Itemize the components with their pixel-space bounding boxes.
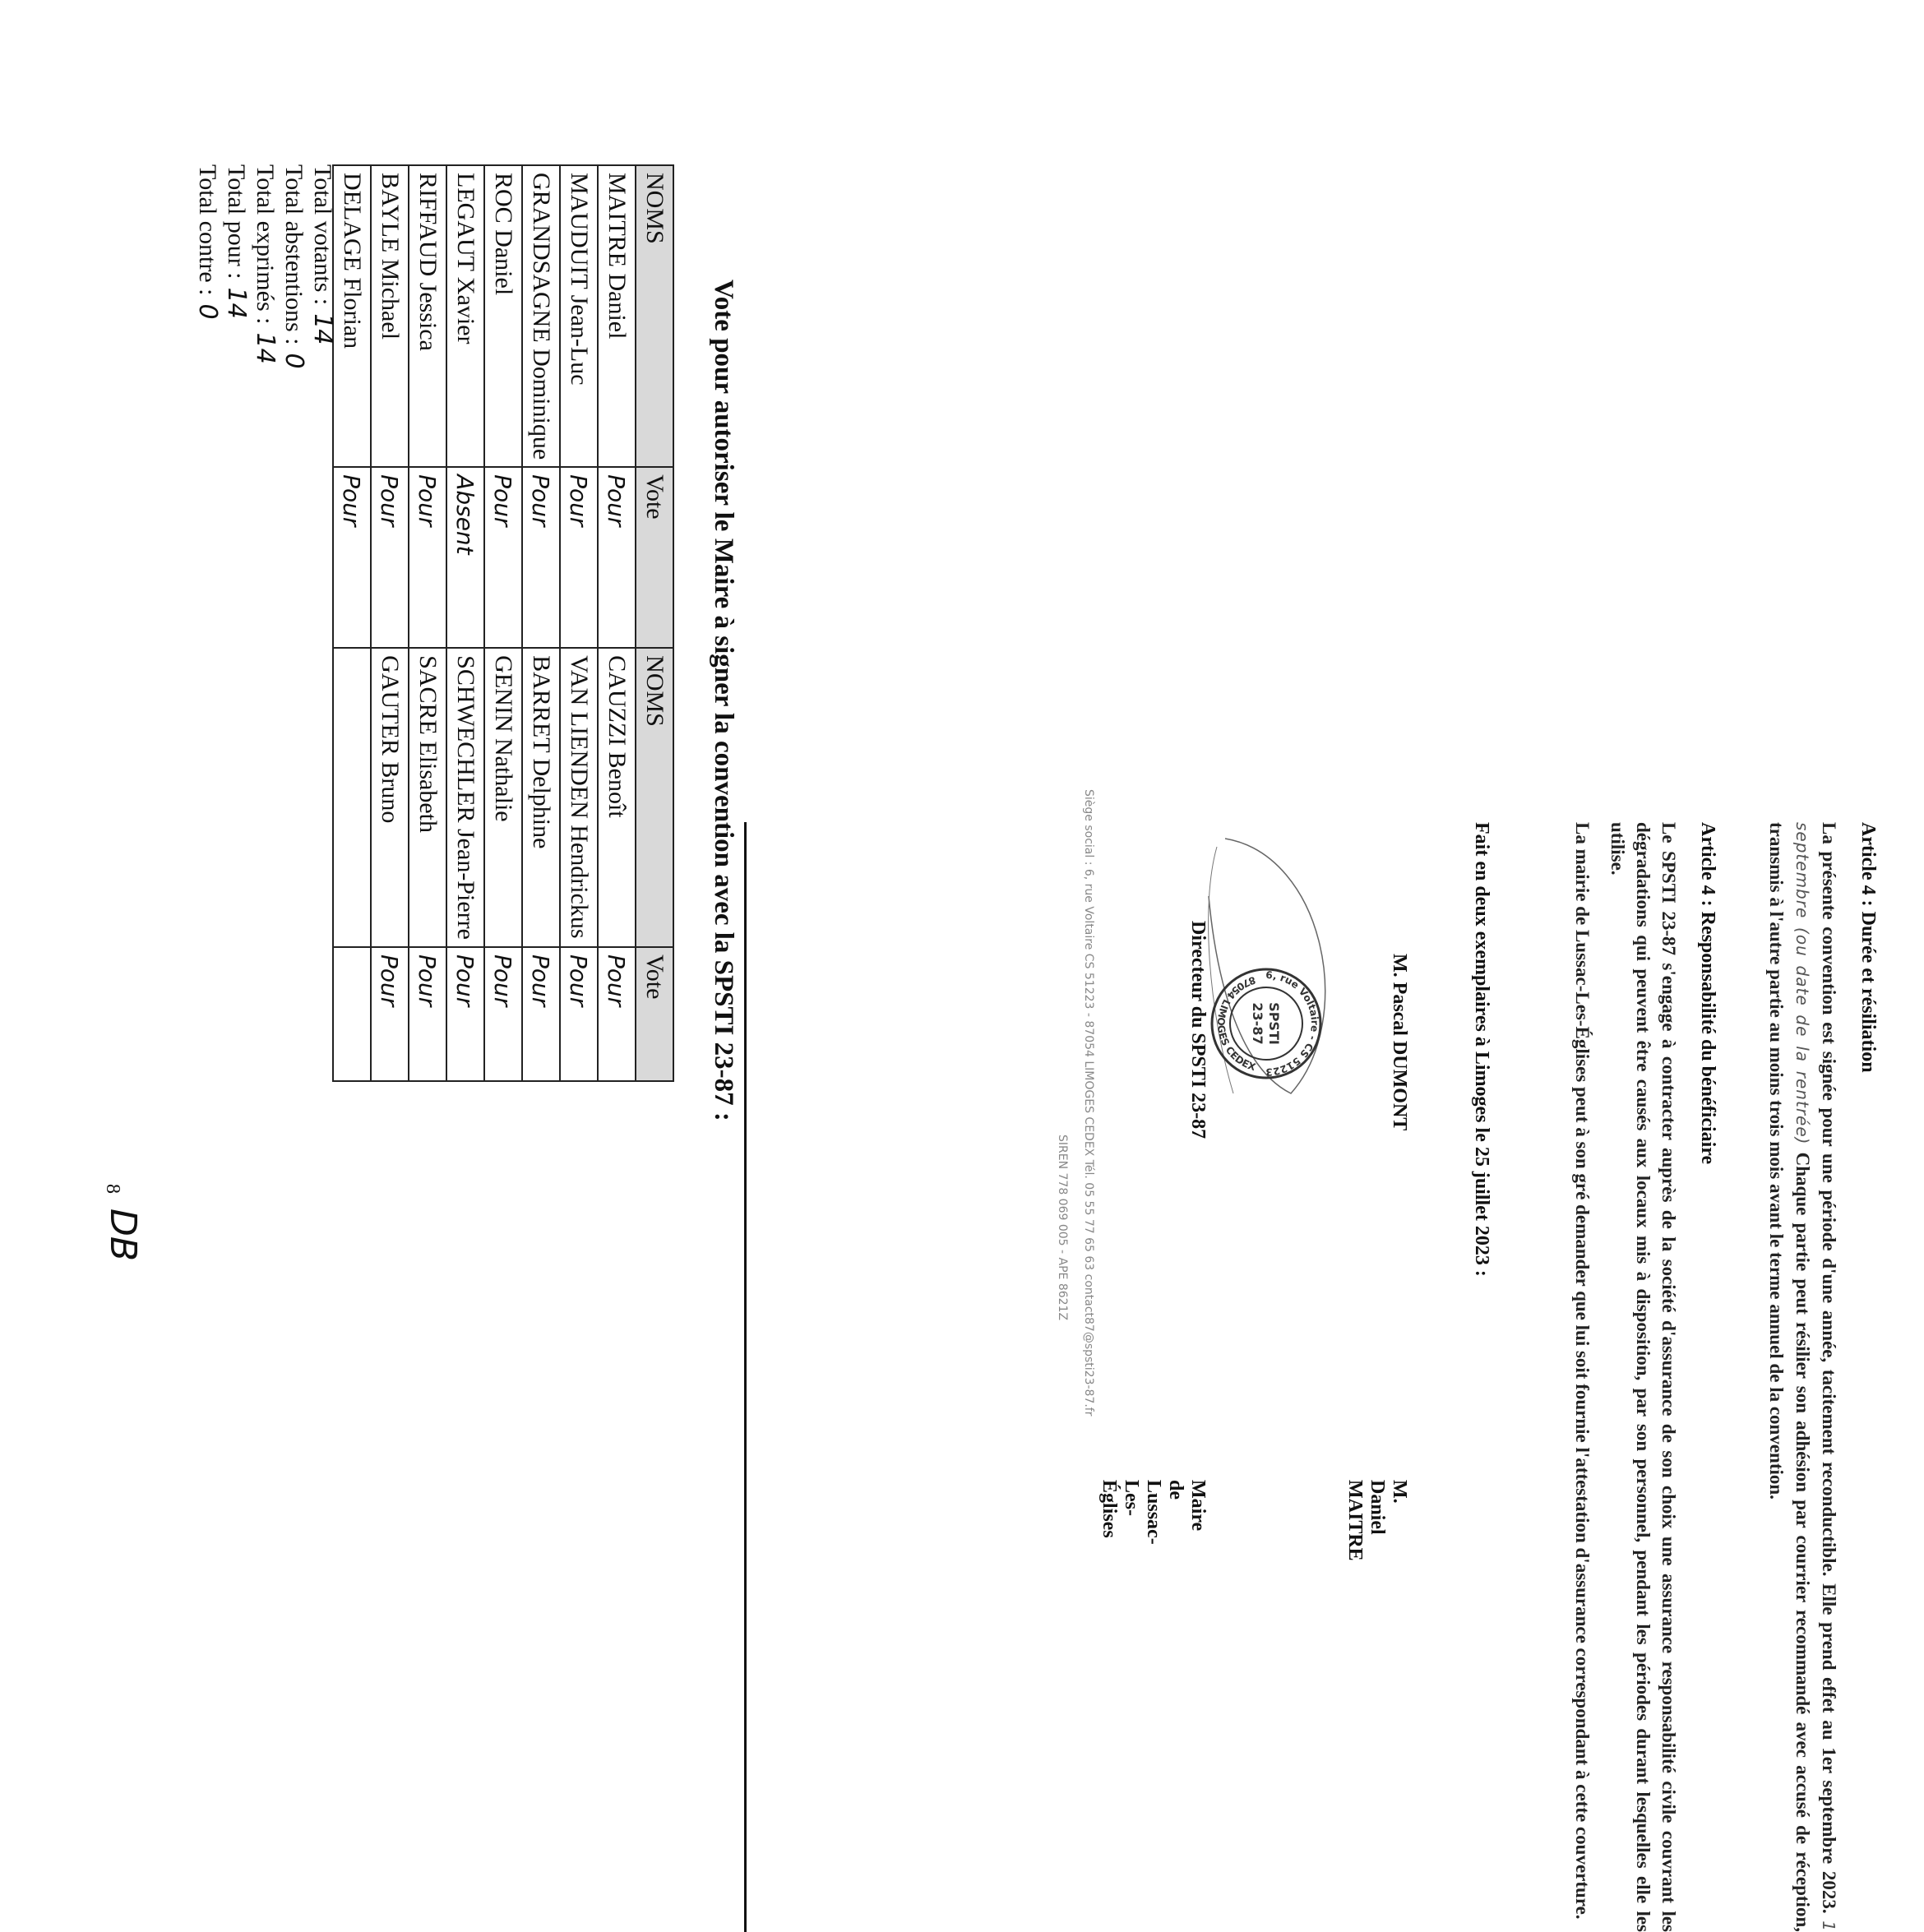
- done-at-line: Fait en deux exemplaires à Limoges le 25 juillet 2023 :: [1471, 822, 1492, 1277]
- page-number: 8: [102, 1184, 123, 1194]
- stamp-center-line1: SPSTI: [1266, 1002, 1282, 1045]
- total-contre: Total contre :0: [193, 164, 222, 320]
- signature-and-stamp: [1118, 822, 1390, 1118]
- vote-cell: Pour: [560, 467, 598, 648]
- vote-cell: Pour: [371, 947, 409, 1081]
- name-cell: RIFFAUD Jessica: [409, 165, 446, 467]
- handwritten-initials: DB: [102, 1209, 144, 1262]
- total-abstentions: Total abstentions :0: [280, 164, 308, 369]
- name-cell: DELAGE Florian: [333, 165, 371, 467]
- vote-cell: Pour: [522, 467, 560, 648]
- vote-cell: Pour: [409, 947, 446, 1081]
- article5-paragraph-1: Le SPSTI 23-87 s'engage à contracter auprès de la société d'assurance de son choix une assurance responsabilité civile couvrant les dégradations qui peuvent être causés aux locaux mis à disposition, par son personnel, pendant les périodes durant lesquelles elle les utilise.: [1607, 822, 1679, 1932]
- name-cell: VAN LIENDEN Hendrickus: [560, 648, 598, 947]
- table-row: [598, 165, 636, 1081]
- name-cell: GENIN Nathalie: [484, 648, 522, 947]
- vote-cell: Pour: [560, 947, 598, 1081]
- name-cell: SCHWECHLER Jean-Pierre: [446, 648, 484, 947]
- vote-cell: Pour: [598, 467, 636, 648]
- article5-paragraph-2: La mairie de Lussac-Les-Églises peut à son gré demander que lui soit fournie l'attestation d'assurance correspondant à cette couverture.: [1572, 822, 1593, 1920]
- name-cell: [333, 648, 371, 947]
- stamp-ring-top: 6, rue Voltaire - CS 51223: [1265, 968, 1321, 1079]
- header-vote-2: Vote: [636, 947, 673, 1081]
- vote-cell: Pour: [522, 947, 560, 1081]
- total-votants: Total votants :14: [308, 164, 337, 345]
- table-row: [333, 165, 371, 1081]
- article4-handwritten: 1 septembre (ou date de la rentrée): [1792, 822, 1838, 1932]
- vote-cell: [333, 947, 371, 1081]
- article4-paragraph: [1764, 822, 1842, 1932]
- sign-right-role: Maire de Lussac-Les-Églises: [1098, 1480, 1209, 1545]
- footer-line-1: Siège social : 6, rue Voltaire CS 51223 - 87054 LIMOGES CEDEX Tél. 05 55 77 65 63 contact87@spsti23-87.fr: [1082, 789, 1095, 1417]
- article4-title: Article 4 : Durée et résiliation: [1857, 822, 1879, 1073]
- total-pour: Total pour :14: [222, 164, 251, 319]
- stamp-center-line2: 23-87: [1250, 1002, 1265, 1045]
- header-noms-1: NOMS: [636, 165, 673, 467]
- separator-rule: [744, 822, 747, 1932]
- vote-title: Vote pour autoriser le Maire à signer la convention avec la SPSTI 23-87 :: [709, 280, 738, 1121]
- vote-cell: Pour: [446, 947, 484, 1081]
- name-cell: GRANDSAGNE Dominique: [522, 165, 560, 467]
- table-row: [560, 165, 598, 1081]
- vote-table: [332, 164, 674, 1082]
- vote-totals: [193, 164, 337, 369]
- name-cell: MAITRE Daniel: [598, 165, 636, 467]
- vote-cell: Pour: [409, 467, 446, 648]
- name-cell: ROC Daniel: [484, 165, 522, 467]
- name-cell: BARRET Delphine: [522, 648, 560, 947]
- footer-line-2: SIREN 778 069 005 - APE 8621Z: [1056, 1135, 1069, 1321]
- vote-table-header: [636, 165, 673, 1081]
- table-row: [409, 165, 446, 1081]
- name-cell: MAUDUIT Jean-Luc: [560, 165, 598, 467]
- vote-cell: Pour: [371, 467, 409, 648]
- name-cell: BAYLE Michael: [371, 165, 409, 467]
- sign-left-role: Directeur du SPSTI 23-87: [1187, 921, 1209, 1139]
- name-cell: LEGAUT Xavier: [446, 165, 484, 467]
- vote-cell: Pour: [333, 467, 371, 648]
- vote-cell: Absent: [446, 467, 484, 648]
- article4-text-after: Chaque partie peut résilier son adhésion par courrier recommandé avec accusé de réception, transmis à l'autre partie au moins trois mois avant le terme annuel de la convention.: [1766, 822, 1813, 1932]
- stamp-ring-bottom: 87054 LIMOGES CEDEX: [1214, 973, 1257, 1074]
- vote-cell: Pour: [598, 947, 636, 1081]
- sign-left-name: M. Pascal DUMONT: [1389, 954, 1410, 1131]
- table-row: [484, 165, 522, 1081]
- table-row: [371, 165, 409, 1081]
- table-row: [446, 165, 484, 1081]
- vote-cell: Pour: [484, 947, 522, 1081]
- table-row: [522, 165, 560, 1081]
- article4-text-before: La présente convention est signée pour une période d'une année, tacitement reconductible. Elle prend effet au 1er septembre 2023.: [1819, 822, 1839, 1914]
- header-vote-1: Vote: [636, 467, 673, 648]
- name-cell: CAUZZI Benoît: [598, 648, 636, 947]
- sign-right-name: M. Daniel MAITRE: [1344, 1480, 1410, 1561]
- name-cell: SACRE Elisabeth: [409, 648, 446, 947]
- article5-title: Article 4 : Responsabilité du bénéficiaire: [1697, 822, 1718, 1165]
- name-cell: GAUTER Bruno: [371, 648, 409, 947]
- header-noms-2: NOMS: [636, 648, 673, 947]
- total-exprimes: Total exprimés :14: [251, 164, 280, 364]
- vote-cell: Pour: [484, 467, 522, 648]
